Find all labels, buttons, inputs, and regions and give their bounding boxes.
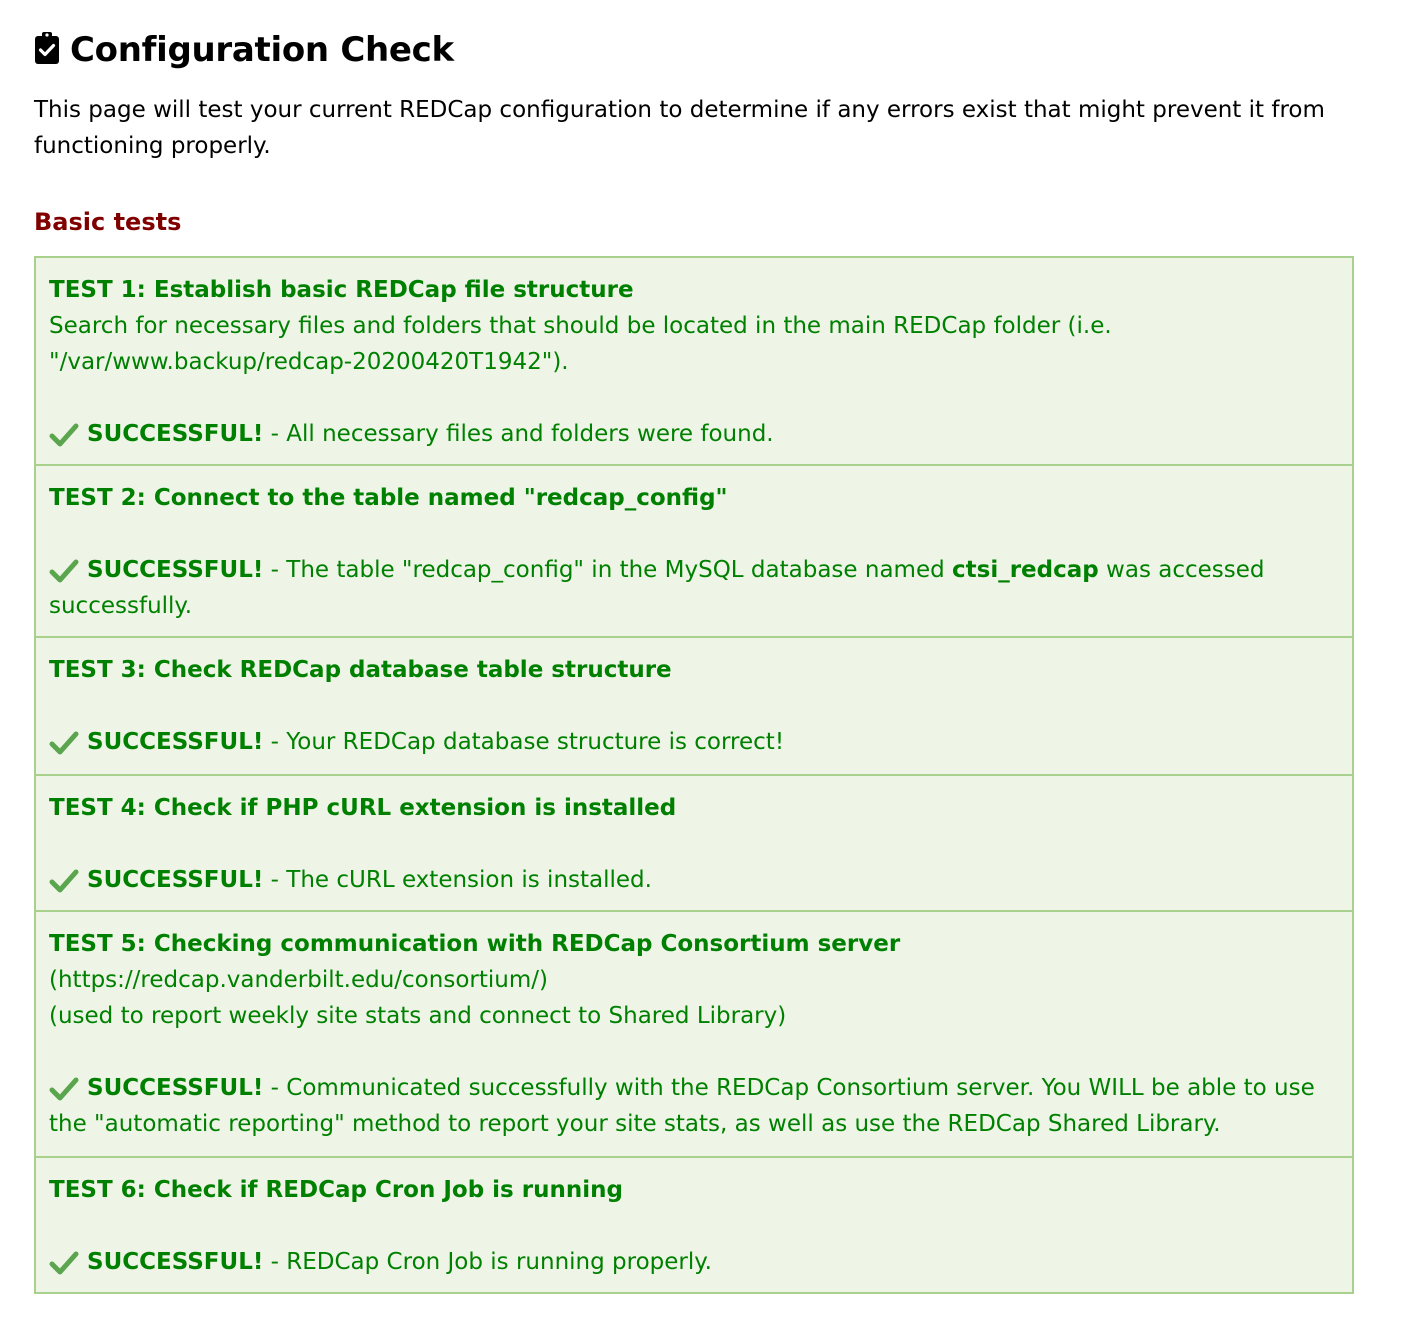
page-header: [34, 28, 1364, 72]
test-title: TEST 3: Check REDCap database table structure: [49, 657, 672, 683]
result-message-pre: - The table "redcap_config" in the MySQL database named: [263, 557, 953, 583]
test-result: [49, 1244, 1340, 1280]
checkmark-icon: [49, 867, 79, 893]
test-title: TEST 4: Check if PHP cURL extension is installed: [49, 795, 677, 821]
test-description-purpose: (used to report weekly site stats and connect to Shared Library): [49, 1003, 787, 1029]
result-message: - Communicated successfully with the REDCap Consortium server. You WILL be able to use the "automatic reporting" method to report your site stats, as well as use the REDCap Shared Library.: [49, 1075, 1315, 1137]
test-panel-2: [34, 464, 1354, 638]
page-title: Configuration Check: [70, 30, 454, 70]
test-list: [34, 258, 1354, 1294]
test-result: [49, 862, 1340, 898]
result-message-post: was accessed successfully.: [49, 557, 1265, 619]
status-label: SUCCESSFUL!: [87, 1249, 264, 1275]
test-panel-3: [34, 636, 1354, 776]
intro-text: This page will test your current REDCap configuration to determine if any errors exist that might prevent it from functioning properly.: [34, 97, 1325, 159]
status-label: SUCCESSFUL!: [87, 557, 264, 583]
config-check-page: [34, 28, 1364, 236]
test-description: Search for necessary files and folders that should be located in the main REDCap folder (i.e. "/var/www.backup/redcap-20200420T1942").: [49, 313, 1112, 375]
clipboard-check-icon: [34, 31, 70, 69]
checkmark-icon: [49, 729, 79, 755]
test-title: TEST 5: Checking communication with REDCap Consortium server: [49, 931, 901, 957]
database-name: ctsi_redcap: [952, 557, 1099, 583]
status-label: SUCCESSFUL!: [87, 867, 264, 893]
test-panel-5: [34, 910, 1354, 1158]
section-heading: Basic tests: [34, 208, 182, 236]
test-title: TEST 1: Establish basic REDCap file structure: [49, 277, 634, 303]
test-title: TEST 2: Connect to the table named "redcap_config": [49, 485, 728, 511]
test-panel-6: [34, 1156, 1354, 1294]
test-result: [49, 416, 1340, 452]
status-label: SUCCESSFUL!: [87, 729, 264, 755]
checkmark-icon: [49, 1075, 79, 1101]
test-result: [49, 552, 1340, 624]
test-result: [49, 724, 1340, 760]
result-message: - Your REDCap database structure is correct!: [263, 729, 785, 755]
checkmark-icon: [49, 557, 79, 583]
result-message: - REDCap Cron Job is running properly.: [263, 1249, 712, 1275]
result-message: - All necessary files and folders were found.: [263, 421, 774, 447]
checkmark-icon: [49, 421, 79, 447]
checkmark-icon: [49, 1249, 79, 1275]
test-title: TEST 6: Check if REDCap Cron Job is running: [49, 1177, 623, 1203]
status-label: SUCCESSFUL!: [87, 1075, 264, 1101]
status-label: SUCCESSFUL!: [87, 421, 264, 447]
test-panel-4: [34, 774, 1354, 912]
result-message: - The cURL extension is installed.: [263, 867, 652, 893]
test-panel-1: [34, 256, 1354, 466]
test-description-url: (https://redcap.vanderbilt.edu/consortium/): [49, 967, 548, 993]
test-result: [49, 1070, 1340, 1142]
